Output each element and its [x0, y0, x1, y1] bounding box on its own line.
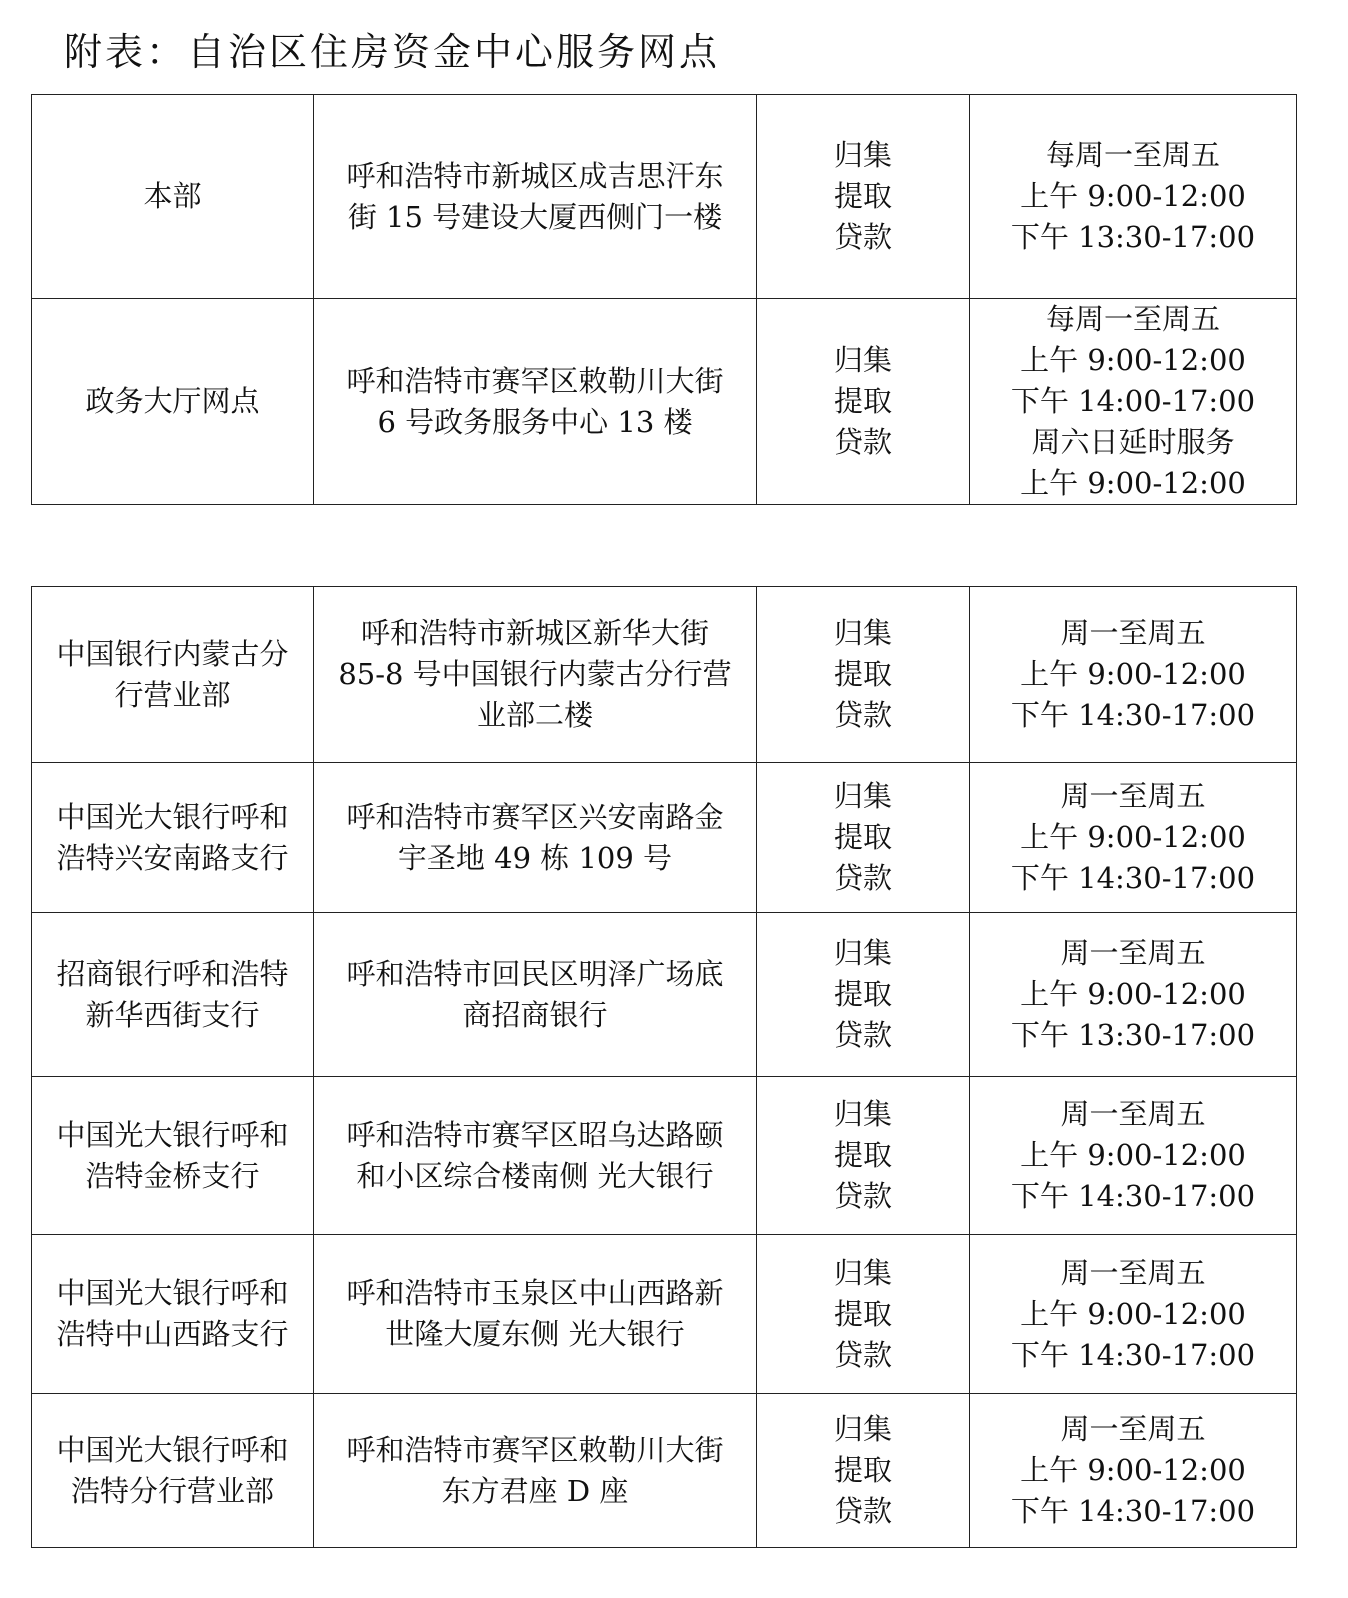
hours-line: 上午 9:00-12:00	[1020, 179, 1246, 213]
services-line: 贷款	[833, 1494, 892, 1528]
services-line: 归集	[833, 1412, 892, 1446]
branch-name-cell	[32, 913, 314, 1077]
branch-name-cell	[32, 1394, 314, 1548]
hours-line: 下午 14:00-17:00	[1010, 384, 1256, 418]
services-line: 提取	[833, 1138, 892, 1172]
services-line: 提取	[833, 384, 892, 418]
address-line: 呼和浩特市新城区成吉思汗东	[346, 158, 724, 193]
services-cell	[757, 587, 970, 763]
page-title: 附表：自治区住房资金中心服务网点	[64, 30, 721, 74]
services-line: 贷款	[833, 861, 892, 895]
service-points-table-main	[31, 94, 1297, 505]
hours-line: 每周一至周五	[1045, 138, 1220, 172]
service-points-table-banks	[31, 586, 1297, 1548]
table-row	[32, 1235, 1297, 1394]
branch-name-cell	[32, 95, 314, 299]
branch-name-line: 招商银行呼和浩特	[56, 956, 289, 991]
branch-name-line: 本部	[143, 179, 202, 213]
services-line: 归集	[833, 343, 892, 377]
address-cell	[314, 95, 757, 299]
address-line: 世隆大厦东侧 光大银行	[385, 1317, 685, 1351]
services-line: 提取	[833, 1453, 892, 1487]
branch-name-line: 浩特分行营业部	[70, 1473, 274, 1508]
hours-cell	[970, 763, 1297, 913]
branch-name-line: 中国光大银行呼和	[56, 799, 289, 834]
address-line: 街 15 号建设大厦西侧门一楼	[347, 199, 723, 234]
hours-line: 每周一至周五	[1045, 302, 1220, 336]
address-cell	[314, 763, 757, 913]
branch-name-line: 中国银行内蒙古分	[56, 636, 289, 671]
services-line: 归集	[833, 1255, 892, 1290]
address-cell	[314, 1394, 757, 1548]
branch-name-line: 浩特金桥支行	[85, 1158, 260, 1193]
address-cell	[314, 1235, 757, 1394]
address-line: 东方君座 D 座	[441, 1473, 629, 1508]
hours-cell	[970, 1077, 1297, 1235]
hours-line: 下午 13:30-17:00	[1010, 220, 1256, 254]
hours-cell	[970, 95, 1297, 299]
hours-line: 上午 9:00-12:00	[1020, 820, 1246, 854]
services-line: 提取	[833, 977, 892, 1011]
branch-name-cell	[32, 1077, 314, 1235]
services-line: 提取	[833, 1296, 892, 1331]
address-line: 6 号政务服务中心 13 楼	[377, 404, 693, 439]
services-line: 贷款	[833, 1018, 892, 1052]
address-line: 宇圣地 49 栋 109 号	[397, 840, 673, 875]
address-cell	[314, 1077, 757, 1235]
branch-name-cell	[32, 299, 314, 505]
hours-line: 周一至周五	[1060, 1255, 1206, 1290]
hours-line: 周一至周五	[1060, 779, 1206, 813]
hours-line: 下午 14:30-17:00	[1010, 861, 1256, 895]
address-line: 呼和浩特市玉泉区中山西路新	[346, 1276, 724, 1310]
table-row	[32, 95, 1297, 299]
hours-line: 下午 14:30-17:00	[1010, 1494, 1256, 1528]
branch-name-cell	[32, 587, 314, 763]
services-line: 贷款	[833, 1179, 892, 1213]
address-line: 85-8 号中国银行内蒙古分行营	[338, 657, 732, 691]
table-body	[32, 95, 1297, 505]
hours-line: 上午 9:00-12:00	[1020, 657, 1246, 691]
address-line: 商招商银行	[462, 997, 608, 1032]
services-line: 归集	[833, 779, 892, 813]
address-line: 呼和浩特市赛罕区敕勒川大街	[346, 363, 724, 398]
hours-line: 上午 9:00-12:00	[1020, 466, 1246, 500]
hours-line: 周一至周五	[1060, 1097, 1206, 1131]
hours-line: 下午 13:30-17:00	[1010, 1018, 1256, 1052]
services-line: 提取	[833, 820, 892, 854]
address-cell	[314, 913, 757, 1077]
branch-name-cell	[32, 1235, 314, 1394]
address-line: 呼和浩特市赛罕区敕勒川大街	[346, 1432, 724, 1467]
branch-name-line: 中国光大银行呼和	[56, 1432, 289, 1467]
services-line: 贷款	[833, 1337, 892, 1372]
hours-line: 上午 9:00-12:00	[1020, 343, 1246, 377]
branch-name-line: 新华西街支行	[85, 997, 260, 1032]
branch-name-line: 政务大厅网点	[85, 384, 260, 418]
hours-line: 下午 14:30-17:00	[1010, 1337, 1256, 1372]
address-line: 呼和浩特市赛罕区昭乌达路颐	[346, 1117, 724, 1152]
hours-line: 上午 9:00-12:00	[1020, 1453, 1246, 1487]
address-line: 和小区综合楼南侧 光大银行	[356, 1158, 714, 1193]
branch-name-cell	[32, 763, 314, 913]
services-cell	[757, 763, 970, 913]
address-cell	[314, 587, 757, 763]
hours-cell	[970, 1394, 1297, 1548]
address-cell	[314, 299, 757, 505]
services-line: 贷款	[833, 220, 892, 254]
services-cell	[757, 1077, 970, 1235]
hours-line: 周六日延时服务	[1031, 425, 1235, 459]
table-row	[32, 763, 1297, 913]
hours-line: 下午 14:30-17:00	[1010, 1179, 1256, 1213]
address-line: 业部二楼	[476, 698, 593, 732]
hours-line: 周一至周五	[1060, 616, 1206, 650]
table-row	[32, 913, 1297, 1077]
table-row	[32, 299, 1297, 505]
hours-line: 周一至周五	[1060, 1412, 1206, 1446]
hours-line: 下午 14:30-17:00	[1010, 698, 1256, 732]
hours-line: 上午 9:00-12:00	[1020, 1138, 1246, 1172]
services-line: 归集	[833, 936, 892, 970]
hours-cell	[970, 913, 1297, 1077]
table-row	[32, 1077, 1297, 1235]
branch-name-line: 浩特中山西路支行	[56, 1317, 289, 1351]
address-line: 呼和浩特市新城区新华大街	[360, 616, 709, 650]
services-line: 归集	[833, 138, 892, 172]
hours-line: 上午 9:00-12:00	[1020, 1296, 1246, 1331]
address-line: 呼和浩特市赛罕区兴安南路金	[346, 799, 724, 834]
services-line: 归集	[833, 616, 892, 650]
hours-cell	[970, 299, 1297, 505]
branch-name-line: 中国光大银行呼和	[56, 1276, 289, 1310]
services-line: 提取	[833, 179, 892, 213]
branch-name-line: 行营业部	[114, 677, 231, 712]
branch-name-line: 浩特兴安南路支行	[56, 840, 289, 875]
services-cell	[757, 1235, 970, 1394]
services-cell	[757, 299, 970, 505]
services-line: 提取	[833, 657, 892, 691]
table-row	[32, 587, 1297, 763]
hours-cell	[970, 1235, 1297, 1394]
table-body	[32, 587, 1297, 1548]
services-cell	[757, 913, 970, 1077]
address-line: 呼和浩特市回民区明泽广场底	[346, 956, 724, 991]
services-cell	[757, 1394, 970, 1548]
hours-line: 上午 9:00-12:00	[1020, 977, 1246, 1011]
services-line: 贷款	[833, 425, 892, 459]
branch-name-line: 中国光大银行呼和	[56, 1117, 289, 1152]
hours-cell	[970, 587, 1297, 763]
services-line: 归集	[833, 1097, 892, 1131]
services-line: 贷款	[833, 698, 892, 732]
services-cell	[757, 95, 970, 299]
table-row	[32, 1394, 1297, 1548]
hours-line: 周一至周五	[1060, 936, 1206, 970]
